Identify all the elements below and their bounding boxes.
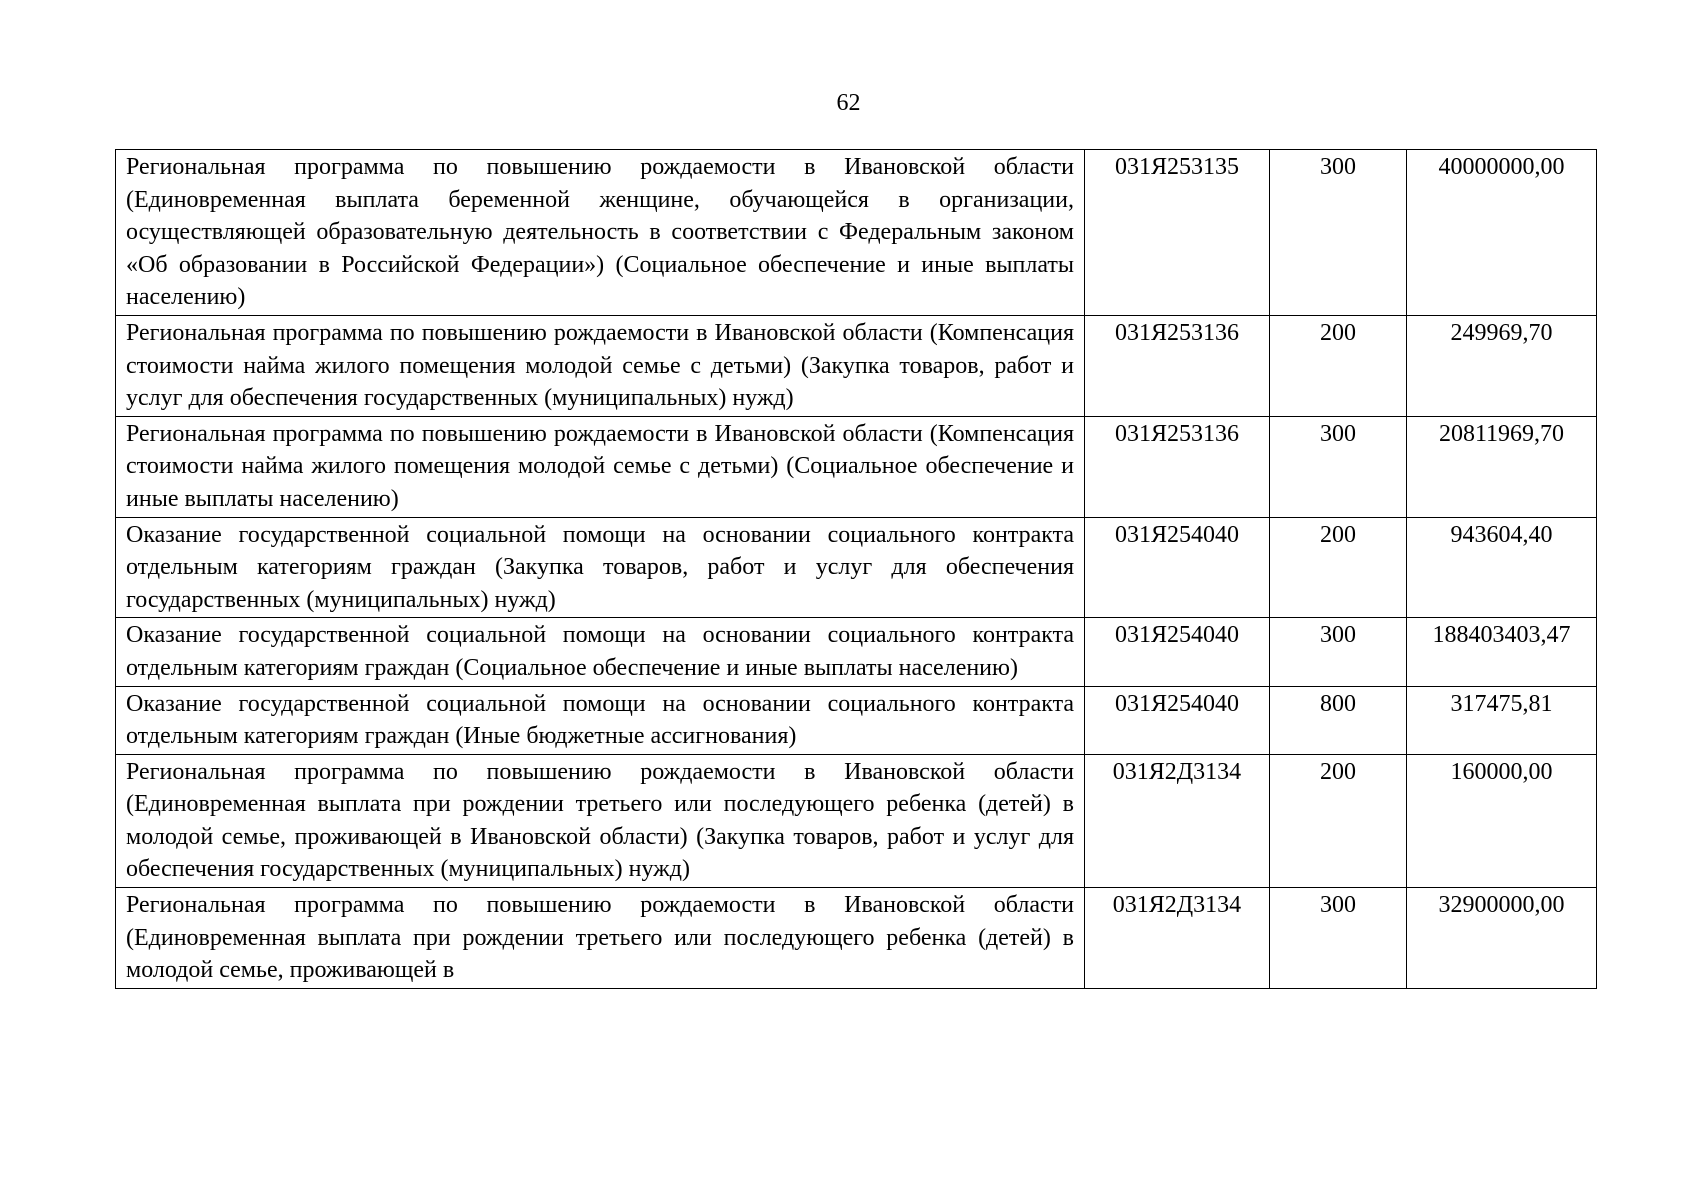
table-row	[116, 416, 1597, 517]
page-number: 62	[836, 90, 861, 116]
row-target-code: 031Я2Д3134	[1085, 754, 1270, 887]
row-target-code: 031Я254040	[1085, 517, 1270, 618]
budget-table	[115, 149, 1597, 989]
row-expense-type: 200	[1270, 315, 1407, 416]
row-description: Региональная программа по повышению рождаемости в Ивановской области (Компенсация стоимости найма жилого помещения молодой семье с детьми) (Социальное обеспечение и иные выплаты населению)	[116, 416, 1085, 517]
row-target-code: 031Я254040	[1085, 618, 1270, 686]
table-row	[116, 888, 1597, 989]
row-amount: 249969,70	[1407, 315, 1597, 416]
row-description: Оказание государственной социальной помощи на основании социального контракта отдельным категориям граждан (Социальное обеспечение и иные выплаты населению)	[116, 618, 1085, 686]
row-description: Региональная программа по повышению рождаемости в Ивановской области (Единовременная выплата при рождении третьего или последующего ребенка (детей) в молодой семье, проживающей в Ивановской области) (Закупка товаров, работ и услуг для обеспечения государственных (муниципальных) нужд)	[116, 754, 1085, 887]
row-amount: 188403403,47	[1407, 618, 1597, 686]
row-amount: 40000000,00	[1407, 150, 1597, 316]
row-target-code: 031Я2Д3134	[1085, 888, 1270, 989]
table-row	[116, 517, 1597, 618]
row-expense-type: 200	[1270, 517, 1407, 618]
row-target-code: 031Я253136	[1085, 416, 1270, 517]
row-amount: 317475,81	[1407, 686, 1597, 754]
row-amount: 160000,00	[1407, 754, 1597, 887]
row-expense-type: 300	[1270, 618, 1407, 686]
row-expense-type: 300	[1270, 150, 1407, 316]
row-description: Региональная программа по повышению рождаемости в Ивановской области (Единовременная выплата беременной женщине, обучающейся в организации, осуществляющей образовательную деятельность в соответствии с Федеральным законом «Об образовании в Российской Федерации») (Социальное обеспечение и иные выплаты населению)	[116, 150, 1085, 316]
row-expense-type: 300	[1270, 416, 1407, 517]
table-row	[116, 754, 1597, 887]
row-description: Оказание государственной социальной помощи на основании социального контракта отдельным категориям граждан (Закупка товаров, работ и услуг для обеспечения государственных (муниципальных) нужд)	[116, 517, 1085, 618]
row-amount: 20811969,70	[1407, 416, 1597, 517]
row-target-code: 031Я253136	[1085, 315, 1270, 416]
row-expense-type: 200	[1270, 754, 1407, 887]
table-row	[116, 618, 1597, 686]
row-target-code: 031Я253135	[1085, 150, 1270, 316]
row-description: Оказание государственной социальной помощи на основании социального контракта отдельным категориям граждан (Иные бюджетные ассигнования)	[116, 686, 1085, 754]
row-amount: 32900000,00	[1407, 888, 1597, 989]
table-row	[116, 686, 1597, 754]
row-target-code: 031Я254040	[1085, 686, 1270, 754]
row-description: Региональная программа по повышению рождаемости в Ивановской области (Единовременная выплата при рождении третьего или последующего ребенка (детей) в молодой семье, проживающей в	[116, 888, 1085, 989]
row-description: Региональная программа по повышению рождаемости в Ивановской области (Компенсация стоимости найма жилого помещения молодой семье с детьми) (Закупка товаров, работ и услуг для обеспечения государственных (муниципальных) нужд)	[116, 315, 1085, 416]
row-expense-type: 300	[1270, 888, 1407, 989]
row-amount: 943604,40	[1407, 517, 1597, 618]
row-expense-type: 800	[1270, 686, 1407, 754]
table-row	[116, 150, 1597, 316]
table-row	[116, 315, 1597, 416]
